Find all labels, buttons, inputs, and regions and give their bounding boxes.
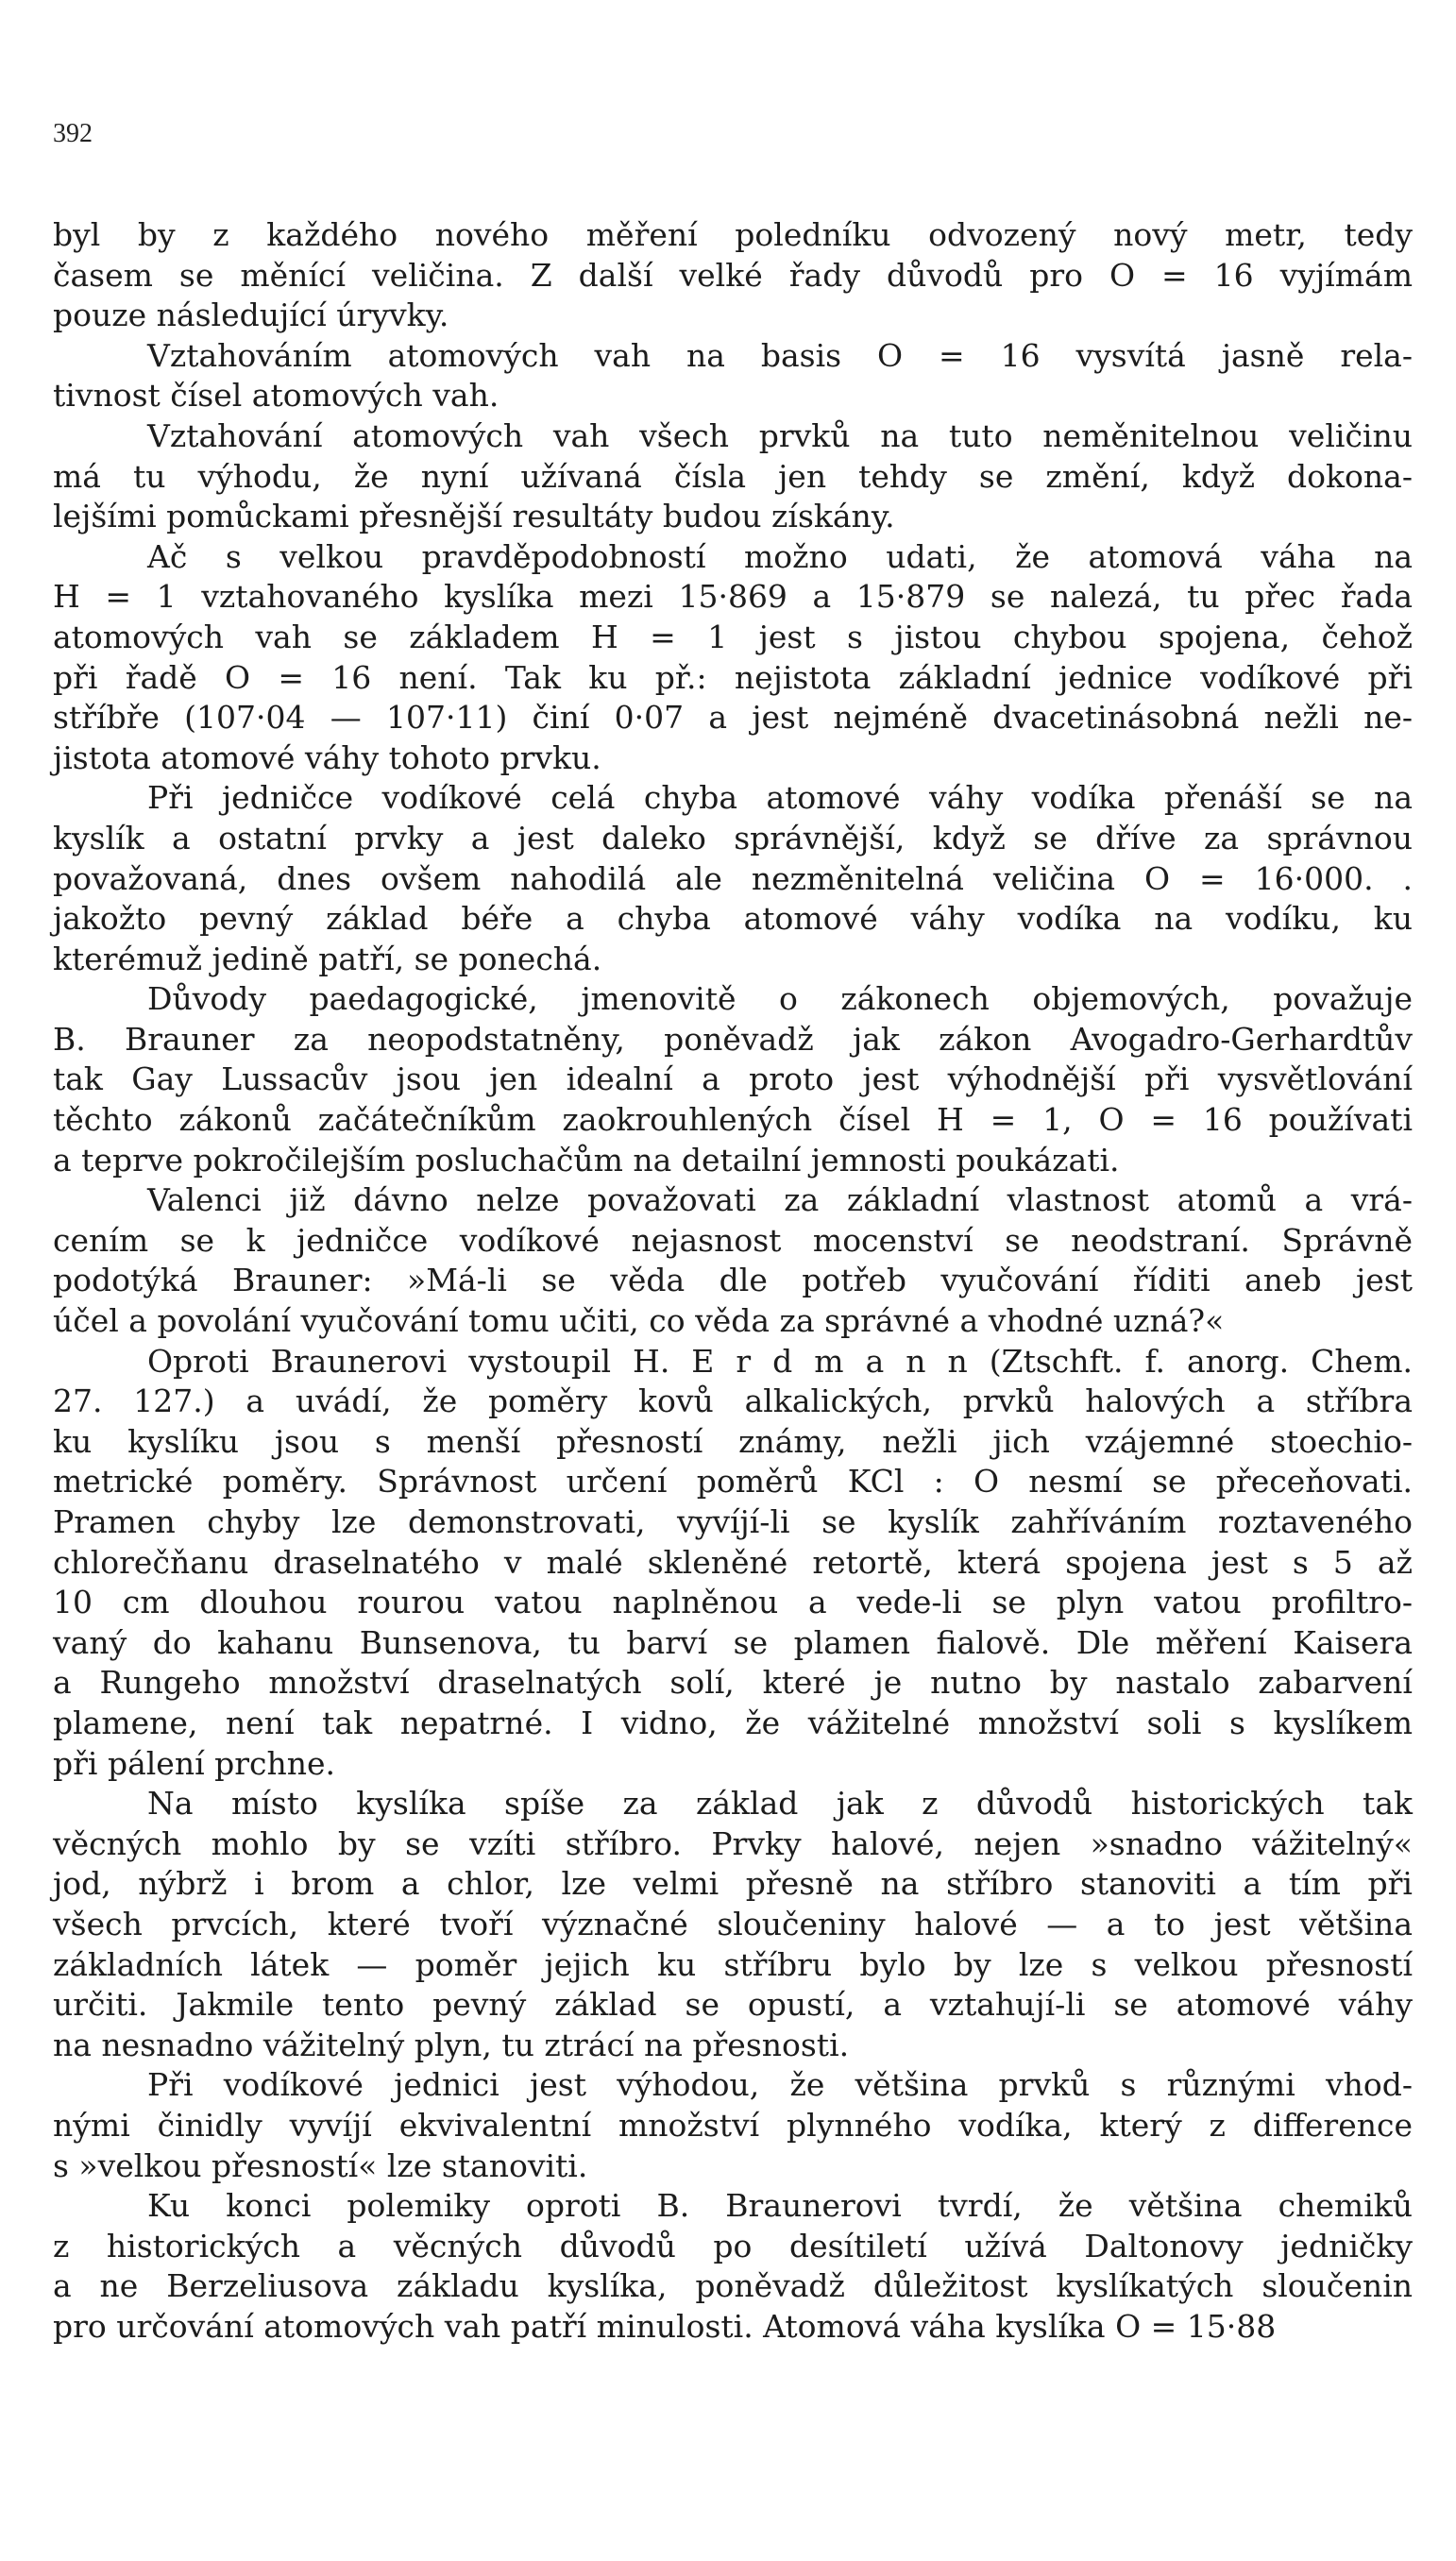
text-line: časem se měnící veličina. Z další velké řady důvodů pro O = 16 vyjímám — [53, 256, 1413, 294]
paragraph — [53, 778, 1413, 979]
text-line: vaný do kahanu Bunsenova, tu barví se plamen fialově. Dle měření Kaisera — [53, 1623, 1413, 1661]
text-line: lejšími pomůckami přesnější resultáty budou získány. — [53, 498, 895, 535]
text-line: Pramen chyby lze demonstrovati, vyvíjí-li se kyslík zahříváním roztaveného — [53, 1503, 1413, 1540]
text-line: stříbře (107·04 — 107·11) činí 0·07 a jest nejméně dvacetinásobná nežli ne- — [53, 699, 1413, 737]
paragraph — [53, 215, 1413, 336]
paragraph — [53, 2065, 1413, 2186]
text-line: základních látek — poměr jejich ku stříbru bylo by lze s velkou přesností — [53, 1945, 1413, 1983]
paragraph — [53, 2186, 1413, 2347]
text-line: B. Brauner za neopodstatněny, poněvadž jak zákon Avogadro-Gerhardtův — [53, 1020, 1413, 1058]
text-line: jistota atomové váhy tohoto prvku. — [53, 738, 601, 776]
text-line: H = 1 vztahovaného kyslíka mezi 15·869 a 15·879 se nalezá, tu přec řada — [53, 578, 1413, 616]
paragraph — [53, 1342, 1413, 1785]
text-line: jod, nýbrž i brom a chlor, lze velmi přesně na stříbro stanoviti a tím při — [53, 1865, 1413, 1903]
page-number: 392 — [53, 119, 93, 148]
text-line: při pálení prchne. — [53, 1744, 336, 1782]
paragraph — [53, 336, 1413, 416]
text-line: Vztahováním atomových vah na basis O = 16 vysvítá jasně rela- — [147, 336, 1413, 374]
text-line: považovaná, dnes ovšem nahodilá ale nezměnitelná veličina O = 16·000. . — [53, 859, 1413, 897]
text-line: metrické poměry. Správnost určení poměrů KCl : O nesmí se přeceňovati. — [53, 1463, 1413, 1501]
text-line: Valenci již dávno nelze považovati za základní vlastnost atomů a vrá- — [147, 1181, 1413, 1219]
text-line: má tu výhodu, že nyní užívaná čísla jen tehdy se změní, když dokona- — [53, 457, 1413, 495]
text-line: Při jedničce vodíkové celá chyba atomové váhy vodíka přenáší se na — [147, 779, 1413, 817]
text-line: tivnost čísel atomových vah. — [53, 377, 499, 415]
text-line: tak Gay Lussacův jsou jen idealní a proto jest výhodnější při vysvětlování — [53, 1060, 1413, 1098]
paragraph — [53, 416, 1413, 537]
text-line: ku kyslíku jsou s menší přesností známy, nežli jich vzájemné stoechio- — [53, 1422, 1413, 1460]
text-line: Na místo kyslíka spíše za základ jak z důvodů historických tak — [147, 1785, 1413, 1823]
text-line: Ku konci polemiky oproti B. Braunerovi tvrdí, že většina chemiků — [147, 2187, 1413, 2225]
text-line: podotýká Brauner: »Má-li se věda dle potřeb vyučování říditi aneb jest — [53, 1262, 1413, 1299]
text-line: věcných mohlo by se vzíti stříbro. Prvky halové, nejen »snadno vážitelný« — [53, 1824, 1413, 1862]
text-line: cením se k jedničce vodíkové nejasnost mocenství se neodstraní. Správně — [53, 1221, 1413, 1259]
text-line: a Rungeho množství draselnatých solí, které je nutno by nastalo zabarvení — [53, 1664, 1413, 1702]
text-line: 27. 127.) a uvádí, že poměry kovů alkalických, prvků halových a stříbra — [53, 1382, 1413, 1420]
text-line: pro určování atomových vah patří minulosti. Atomová váha kyslíka O = 15·88 — [53, 2307, 1277, 2345]
text-line: 10 cm dlouhou rourou vatou naplněnou a vede-li se plyn vatou profiltro- — [53, 1584, 1413, 1621]
text-line: nými činidly vyvíjí ekvivalentní množství plynného vodíka, který z difference — [53, 2106, 1413, 2144]
text-line: těchto zákonů začátečníkům zaokrouhlených čísel H = 1, O = 16 používati — [53, 1101, 1413, 1139]
text-line: s »velkou přesností« lze stanoviti. — [53, 2146, 588, 2184]
text-line: na nesnadno vážitelný plyn, tu ztrácí na přesnosti. — [53, 2026, 850, 2063]
text-line: pouze následující úryvky. — [53, 297, 449, 334]
text-line: při řadě O = 16 není. Tak ku př.: nejistota základní jednice vodíkové při — [53, 658, 1413, 696]
paragraph — [53, 979, 1413, 1180]
text-line: Ač s velkou pravděpodobností možno udati, že atomová váha na — [147, 537, 1413, 575]
text-line: kyslík a ostatní prvky a jest daleko správnější, když se dříve za správnou — [53, 819, 1413, 856]
text-line: Důvody paedagogické, jmenovitě o zákonech objemových, považuje — [147, 980, 1413, 1018]
text-line: a ne Berzeliusova základu kyslíka, poněvadž důležitost kyslíkatých sloučenin — [53, 2267, 1413, 2305]
text-line: a teprve pokročilejším posluchačům na detailní jemnosti poukázati. — [53, 1141, 1120, 1179]
paragraph — [53, 1784, 1413, 2065]
text-line: všech prvcích, které tvoří význačné sloučeniny halové — a to jest většina — [53, 1905, 1413, 1942]
text-line: kterémuž jedině patří, se ponechá. — [53, 940, 602, 977]
text-line: byl by z každého nového měření poledníku odvozený nový metr, tedy — [53, 216, 1413, 253]
paragraph — [53, 537, 1413, 779]
text-line: určiti. Jakmile tento pevný základ se opustí, a vztahují-li se atomové váhy — [53, 1986, 1413, 2024]
text-line: jakožto pevný základ béře a chyba atomové váhy vodíka na vodíku, ku — [53, 900, 1413, 938]
text-line: atomových vah se základem H = 1 jest s jistou chybou spojena, čehož — [53, 618, 1413, 655]
text-line: Oproti Braunerovi vystoupil H. E r d m a n n (Ztschft. f. anorg. Chem. — [147, 1342, 1413, 1380]
body-text — [53, 215, 1413, 2347]
text-line: Při vodíkové jednici jest výhodou, že většina prvků s různými vhod- — [147, 2066, 1413, 2104]
text-line: z historických a věcných důvodů po desítiletí užívá Daltonovy jedničky — [53, 2227, 1413, 2264]
text-line: účel a povolání vyučování tomu učiti, co věda za správné a vhodné uzná?« — [53, 1302, 1225, 1340]
paragraph — [53, 1180, 1413, 1341]
text-line: chlorečňanu draselnatého v malé skleněné retortě, která spojena jest s 5 až — [53, 1543, 1413, 1581]
text-line: plamene, není tak nepatrné. I vidno, že vážitelné množství soli s kyslíkem — [53, 1704, 1413, 1741]
text-line: Vztahování atomových vah všech prvků na tuto neměnitelnou veličinu — [147, 416, 1413, 454]
